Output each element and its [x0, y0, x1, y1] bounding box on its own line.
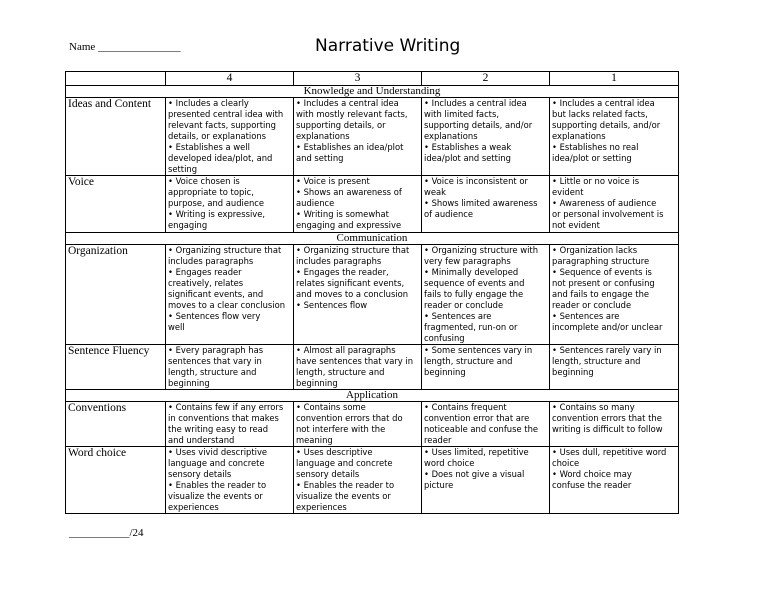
descriptor-cell-score-1	[550, 402, 679, 447]
criterion-label: Voice	[66, 176, 166, 233]
descriptor-line: beginning	[168, 378, 210, 388]
descriptor-line: and setting	[296, 153, 344, 163]
descriptor-line: supporting details, and/or	[424, 120, 533, 130]
descriptor-line: the writing easy to read	[168, 424, 269, 434]
descriptor-line: • Uses vivid descriptive	[168, 447, 268, 457]
descriptor-line: sensory details	[296, 469, 360, 479]
section-row	[66, 390, 679, 402]
descriptor-line: • Includes a central idea	[296, 98, 399, 108]
descriptor-line: experiences	[296, 502, 347, 512]
descriptor-cell-score-3	[294, 447, 422, 514]
criterion-row	[66, 345, 679, 390]
criterion-label: Conventions	[66, 402, 166, 447]
descriptor-line: significant events, and	[168, 289, 264, 299]
descriptor-line: • Every paragraph has	[168, 345, 264, 355]
score-header-4: 4	[166, 72, 294, 86]
descriptor-line: engaging and expressive	[296, 220, 402, 230]
descriptor-line: confuse the reader	[552, 480, 632, 490]
descriptor-line: noticeable and confuse the	[424, 424, 539, 434]
descriptor-line: • Enables the reader to	[168, 480, 267, 490]
descriptor-line: picture	[424, 480, 454, 490]
descriptor-line: length, structure and	[168, 367, 257, 377]
criterion-row	[66, 402, 679, 447]
descriptor-line: • Uses limited, repetitive	[424, 447, 529, 457]
descriptor-line: have sentences that vary in	[296, 356, 414, 366]
descriptor-line: of audience	[424, 209, 474, 219]
descriptor-line: explanations	[424, 131, 478, 141]
descriptor-line: explanations	[552, 131, 606, 141]
descriptor-line: visualize the events or	[296, 491, 391, 501]
criterion-row	[66, 245, 679, 345]
descriptor-cell-score-2	[422, 245, 550, 345]
descriptor-line: • Voice is inconsistent or	[424, 176, 528, 186]
descriptor-line: relates significant events,	[296, 278, 405, 288]
descriptor-line: moves to a clear conclusion	[168, 300, 286, 310]
descriptor-line: includes paragraphs	[168, 256, 254, 266]
descriptor-cell-score-2	[422, 447, 550, 514]
descriptor-line: • Organizing structure with	[424, 245, 539, 255]
descriptor-line: • Awareness of audience	[552, 198, 657, 208]
descriptor-line: • Minimally developed	[424, 267, 519, 277]
descriptor-line: length, structure and	[424, 356, 513, 366]
descriptor-line: or personal involvement is	[552, 209, 664, 219]
descriptor-line: supporting details, and/or	[552, 120, 661, 130]
descriptor-line: • Sentences flow	[296, 300, 368, 310]
criterion-label: Word choice	[66, 447, 166, 514]
section-row	[66, 233, 679, 245]
descriptor-line: creatively, relates	[168, 278, 244, 288]
descriptor-line: • Writing is somewhat	[296, 209, 389, 219]
descriptor-line: meaning	[296, 435, 333, 445]
descriptor-line: • Voice is present	[296, 176, 370, 186]
header-blank-cell	[66, 72, 166, 86]
score-header-row	[66, 72, 679, 86]
descriptor-cell-score-4	[166, 345, 294, 390]
descriptor-line: and moves to a conclusion	[296, 289, 409, 299]
descriptor-line: experiences	[168, 502, 219, 512]
descriptor-line: paragraphing structure	[552, 256, 650, 266]
descriptor-line: • Contains so many	[552, 402, 635, 412]
descriptor-cell-score-4	[166, 176, 294, 233]
descriptor-line: • Sentences flow very	[168, 311, 261, 321]
descriptor-cell-score-1	[550, 447, 679, 514]
criterion-row	[66, 176, 679, 233]
descriptor-line: audience	[296, 198, 335, 208]
descriptor-line: with limited facts,	[424, 109, 499, 119]
score-header-1: 1	[550, 72, 679, 86]
descriptor-line: choice	[552, 458, 580, 468]
descriptor-line: • Establishes no real	[552, 142, 639, 152]
descriptor-line: • Uses descriptive	[296, 447, 373, 457]
descriptor-line: reader	[424, 435, 452, 445]
descriptor-line: beginning	[296, 378, 338, 388]
descriptor-line: idea/plot and setting	[424, 153, 511, 163]
descriptor-line: beginning	[424, 367, 466, 377]
descriptor-cell-score-3	[294, 98, 422, 176]
descriptor-line: • Enables the reader to	[296, 480, 395, 490]
descriptor-line: engaging	[168, 220, 208, 230]
descriptor-line: not evident	[552, 220, 600, 230]
descriptor-line: reader or conclude	[552, 300, 632, 310]
descriptor-cell-score-3	[294, 176, 422, 233]
descriptor-line: • Contains few if any errors	[168, 402, 284, 412]
descriptor-line: • Sequence of events is	[552, 267, 652, 277]
descriptor-line: • Writing is expressive,	[168, 209, 266, 219]
descriptor-line: with mostly relevant facts,	[296, 109, 408, 119]
descriptor-line: reader or conclude	[424, 300, 504, 310]
descriptor-line: • Word choice may	[552, 469, 632, 479]
descriptor-line: • Engages the reader,	[296, 267, 389, 277]
score-total-label: ___________/24	[69, 527, 144, 539]
criterion-row	[66, 98, 679, 176]
descriptor-line: • Includes a central idea	[424, 98, 527, 108]
section-title: Knowledge and Understanding	[66, 86, 679, 98]
descriptor-cell-score-3	[294, 402, 422, 447]
descriptor-line: language and concrete	[296, 458, 393, 468]
descriptor-line: • Establishes a well	[168, 142, 250, 152]
descriptor-line: presented central idea with	[168, 109, 284, 119]
criterion-label: Ideas and Content	[66, 98, 166, 176]
descriptor-line: • Includes a clearly	[168, 98, 249, 108]
descriptor-line: language and concrete	[168, 458, 265, 468]
descriptor-cell-score-2	[422, 402, 550, 447]
descriptor-line: incomplete and/or unclear	[552, 322, 663, 332]
score-header-2: 2	[422, 72, 550, 86]
descriptor-line: fragmented, run-on or	[424, 322, 518, 332]
descriptor-line: • Almost all paragraphs	[296, 345, 396, 355]
descriptor-line: supporting details, or	[296, 120, 386, 130]
descriptor-cell-score-2	[422, 176, 550, 233]
descriptor-line: evident	[552, 187, 584, 197]
descriptor-line: writing is difficult to follow	[552, 424, 663, 434]
score-header-3: 3	[294, 72, 422, 86]
criterion-row	[66, 447, 679, 514]
descriptor-line: not interfere with the	[296, 424, 386, 434]
descriptor-line: • Organizing structure that	[296, 245, 410, 255]
descriptor-line: explanations	[296, 131, 350, 141]
descriptor-line: but lacks related facts,	[552, 109, 648, 119]
rubric-table	[65, 71, 679, 514]
descriptor-line: length, structure and	[552, 356, 641, 366]
descriptor-line: • Contains frequent	[424, 402, 507, 412]
descriptor-line: purpose, and audience	[168, 198, 265, 208]
descriptor-line: • Uses dull, repetitive word	[552, 447, 667, 457]
descriptor-line: • Establishes a weak	[424, 142, 512, 152]
descriptor-line: details, or explanations	[168, 131, 267, 141]
descriptor-line: • Contains some	[296, 402, 366, 412]
descriptor-line: visualize the events or	[168, 491, 263, 501]
descriptor-line: and fails to engage the	[552, 289, 650, 299]
descriptor-line: • Sentences are	[424, 311, 492, 321]
descriptor-line: not present or confusing	[552, 278, 655, 288]
descriptor-cell-score-4	[166, 447, 294, 514]
section-title: Application	[66, 390, 679, 402]
descriptor-cell-score-2	[422, 98, 550, 176]
descriptor-cell-score-4	[166, 98, 294, 176]
criterion-label: Sentence Fluency	[66, 345, 166, 390]
descriptor-line: well	[168, 322, 185, 332]
descriptor-line: • Shows an awareness of	[296, 187, 402, 197]
descriptor-line: • Organizing structure that	[168, 245, 282, 255]
descriptor-line: idea/plot or setting	[552, 153, 632, 163]
descriptor-line: • Establishes an idea/plot	[296, 142, 404, 152]
descriptor-line: • Includes a central idea	[552, 98, 655, 108]
descriptor-line: • Voice chosen is	[168, 176, 240, 186]
descriptor-cell-score-2	[422, 345, 550, 390]
name-field-label: Name _______________	[69, 41, 181, 53]
descriptor-line: sentences that vary in	[168, 356, 262, 366]
descriptor-line: developed idea/plot, and	[168, 153, 273, 163]
descriptor-cell-score-3	[294, 345, 422, 390]
descriptor-cell-score-3	[294, 245, 422, 345]
descriptor-line: in conventions that makes	[168, 413, 279, 423]
descriptor-line: fails to fully engage the	[424, 289, 524, 299]
descriptor-line: confusing	[424, 333, 465, 343]
descriptor-line: • Shows limited awareness	[424, 198, 538, 208]
descriptor-cell-score-1	[550, 98, 679, 176]
descriptor-line: • Does not give a visual	[424, 469, 525, 479]
descriptor-line: setting	[168, 164, 198, 174]
descriptor-line: word choice	[424, 458, 475, 468]
criterion-label: Organization	[66, 245, 166, 345]
section-title: Communication	[66, 233, 679, 245]
descriptor-cell-score-1	[550, 176, 679, 233]
descriptor-line: beginning	[552, 367, 594, 377]
descriptor-line: • Sentences are	[552, 311, 620, 321]
descriptor-line: very few paragraphs	[424, 256, 511, 266]
page-title: Narrative Writing	[315, 36, 461, 56]
descriptor-cell-score-4	[166, 402, 294, 447]
descriptor-line: • Organization lacks	[552, 245, 638, 255]
descriptor-cell-score-1	[550, 245, 679, 345]
descriptor-line: convention error that are	[424, 413, 530, 423]
descriptor-line: convention errors that do	[296, 413, 403, 423]
descriptor-line: appropriate to topic,	[168, 187, 254, 197]
descriptor-line: length, structure and	[296, 367, 385, 377]
descriptor-line: relevant facts, supporting	[168, 120, 276, 130]
descriptor-line: • Engages reader	[168, 267, 242, 277]
descriptor-line: • Some sentences vary in	[424, 345, 533, 355]
descriptor-cell-score-4	[166, 245, 294, 345]
descriptor-cell-score-1	[550, 345, 679, 390]
descriptor-line: • Little or no voice is	[552, 176, 640, 186]
descriptor-line: • Sentences rarely vary in	[552, 345, 662, 355]
descriptor-line: weak	[424, 187, 446, 197]
descriptor-line: convention errors that the	[552, 413, 662, 423]
descriptor-line: and understand	[168, 435, 235, 445]
descriptor-line: includes paragraphs	[296, 256, 382, 266]
descriptor-line: sensory details	[168, 469, 232, 479]
section-row	[66, 86, 679, 98]
descriptor-line: sequence of events and	[424, 278, 525, 288]
